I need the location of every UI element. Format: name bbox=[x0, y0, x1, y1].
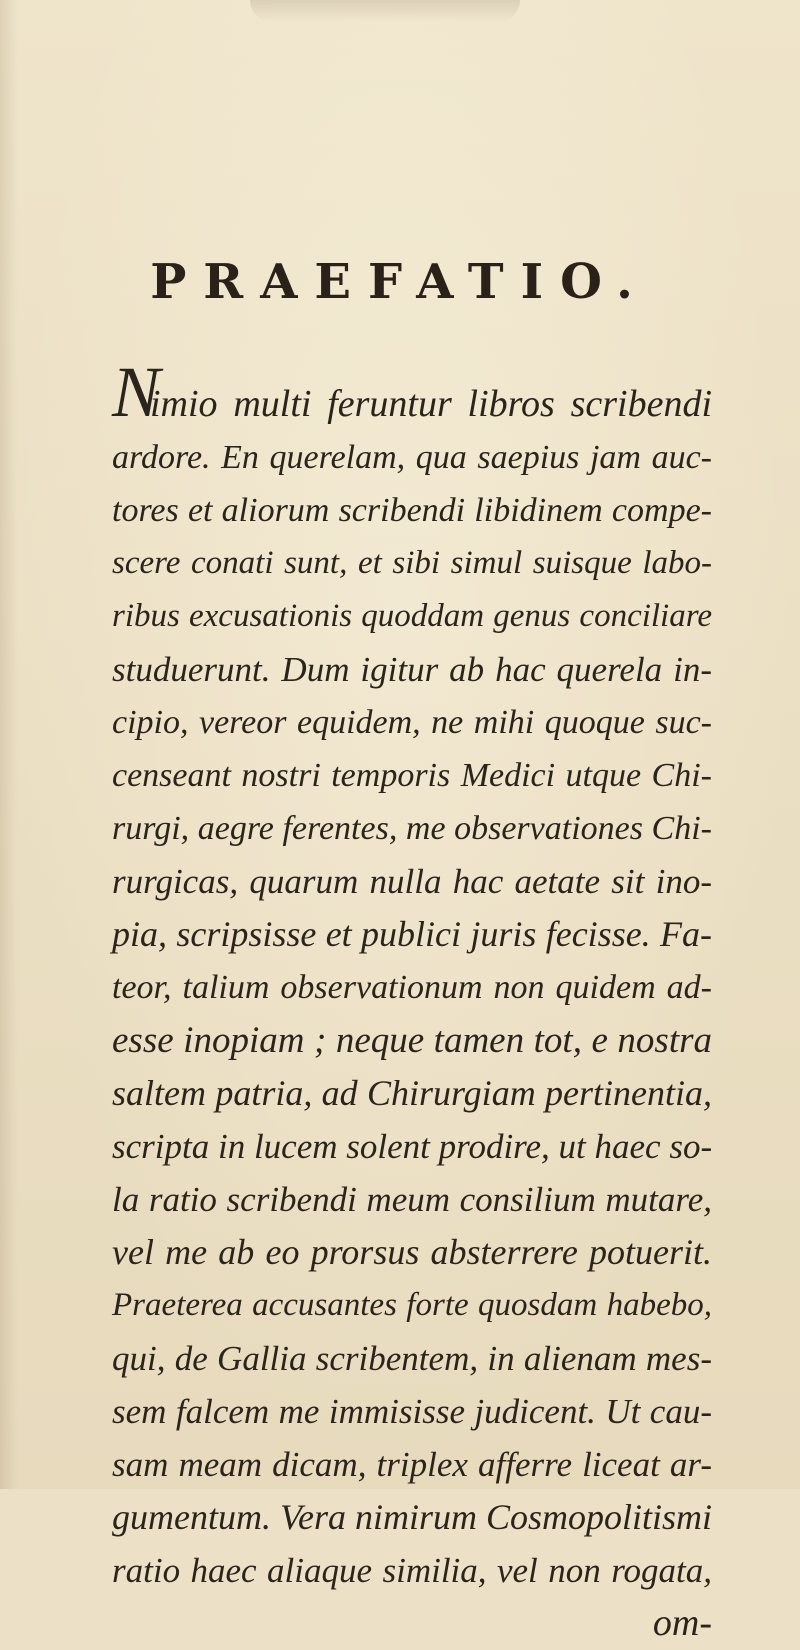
text-line: ardore. En querelam, qua saepius jam auc- bbox=[112, 439, 712, 476]
text-line: censeant nostri temporis Medici utque Chi- bbox=[112, 757, 712, 794]
text-line: cipio, vereor equidem, ne mihi quoque suc- bbox=[112, 704, 712, 741]
preface-text bbox=[112, 352, 713, 1650]
text-line: pia, scripsisse et publici juris fecisse. Fa- bbox=[112, 914, 712, 954]
text-line: tores et aliorum scribendi libidinem compe- bbox=[112, 492, 712, 529]
text-line: qui, de Gallia scribentem, in alienam mes- bbox=[112, 1339, 712, 1378]
catchword: om- bbox=[652, 1602, 712, 1644]
text-line: la ratio scribendi meum consilium mutare, bbox=[112, 1180, 712, 1219]
text-line: studuerunt. Dum igitur ab hac querela in- bbox=[112, 650, 712, 689]
text-line: saltem patria, ad Chirurgiam pertinentia, bbox=[112, 1073, 712, 1113]
text-line-1 bbox=[112, 352, 712, 432]
text-line: scripta in lucem solent prodire, ut haec so- bbox=[112, 1127, 713, 1166]
text-line: teor, talium observationum non quidem ad- bbox=[112, 969, 712, 1006]
text-line: Praeterea accusantes forte quosdam habebo, bbox=[112, 1287, 712, 1323]
drop-cap: N bbox=[112, 352, 161, 432]
text-line: gumentum. Vera nimirum Cosmopolitismi bbox=[112, 1497, 713, 1537]
text-line: vel me ab eo prorsus absterrere potuerit. bbox=[112, 1232, 712, 1272]
page-gutter-shadow bbox=[0, 0, 18, 1489]
text-line: ratio haec aliaque similia, vel non rogata, bbox=[112, 1551, 712, 1590]
top-ink-bleed bbox=[250, 0, 520, 22]
text-line: esse inopiam ; neque tamen tot, e nostra bbox=[112, 1020, 712, 1061]
text-line: rurgi, aegre ferentes, me observationes Chi- bbox=[112, 810, 712, 847]
text-line: sem falcem me immisisse judicent. Ut cau- bbox=[112, 1392, 712, 1431]
text-line: rurgicas, quarum nulla hac aetate sit ino- bbox=[112, 862, 712, 901]
text-line: sam meam dicam, triplex afferre liceat ar- bbox=[112, 1445, 712, 1484]
text-line: ribus excusationis quoddam genus conciliare bbox=[112, 598, 712, 634]
page-title: PRAEFATIO. bbox=[150, 254, 650, 310]
text-line: scere conati sunt, et sibi simul suisque labo- bbox=[112, 545, 712, 581]
text-line-1-rest: imio multi feruntur libros scribendi bbox=[150, 383, 712, 425]
